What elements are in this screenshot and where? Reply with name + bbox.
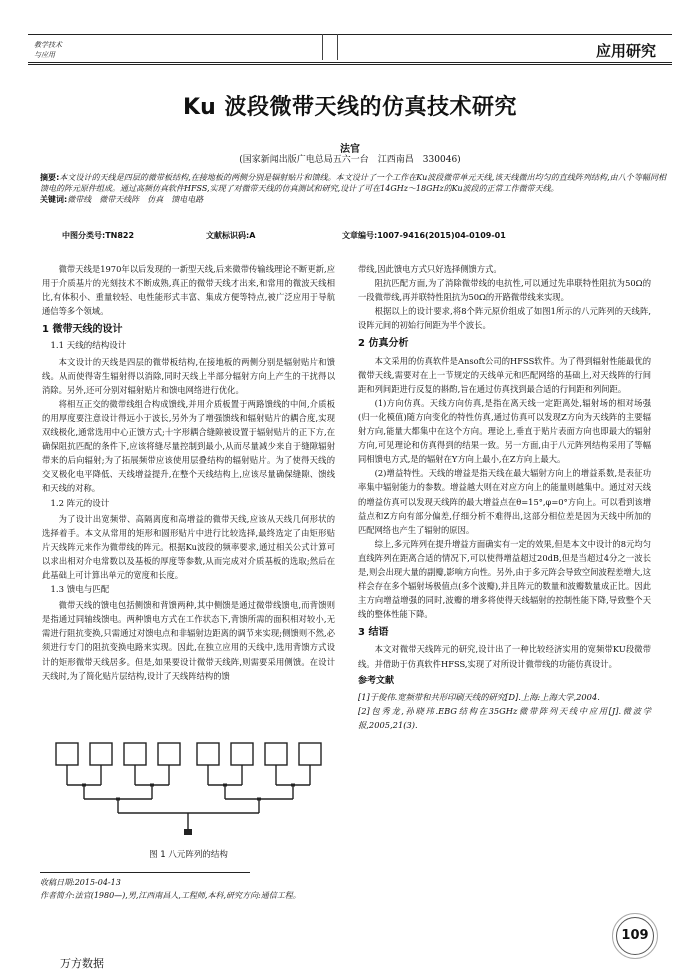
- abstract-text: 本文设计的天线是四层的微带板结构,在接地板的两侧分别是辐射贴片和馈线。本文设计了一个工作在Ku波段微带单元天线,该天线微出均匀的直线阵列结构,由八个等幅同相馈电的阵元原件组成。通过高频仿真软件HFSS,实现了对微带天线的仿真测试和研究,设计了可在14GHz～18GHz的Ku波段的正常工作微带天线。: [40, 173, 666, 193]
- affiliation: (国家新闻出版广电总局五六一台 江西南昌 330046): [239, 155, 461, 165]
- array-element: [231, 743, 253, 765]
- header-top-rule: [28, 34, 672, 35]
- feed-line: [67, 765, 310, 785]
- keywords-text: 微带线 微带天线阵 仿真 馈电电路: [67, 195, 204, 204]
- footnote-rule: [40, 872, 250, 873]
- array-element: [299, 743, 321, 765]
- document-code: 文献标识码:A: [206, 231, 256, 240]
- paragraph: (2)增益特性。天线的增益是指天线在最大辐射方向上的增益系数,是表征功率集中辐射能力的参数。增益越大则在对应方向上的能量则越集中。通过对天线的增益仿真可以发现天线阵的最大增益点在θ=15°,φ=0°方向上。可以看到该增益点和Z方向有部分偏差,仔细分析不难得出,这部分相位差是因为天线中所加的匹配网络也产生了辐射的原因。: [358, 468, 651, 535]
- abstract-label: 摘要:: [40, 173, 60, 182]
- feed-line: [82, 785, 295, 799]
- author: 法官: [340, 144, 360, 155]
- section-heading-3: 3 结语: [358, 627, 389, 639]
- paragraph: (1)方向仿真。天线方向仿真,是指在离天线一定距离处,辐射场的相对场强(归一化模值)随方向变化的特性仿真,通过仿真可以发现Z方向为天线阵的主要辐射方向,能量大都集中在这个方向。理论上,垂直于贴片表面方向也即最大的辐射方向,可见理论和仿真得到的结果一致。另一方面,由于八元阵列结构采用了等幅同相馈电方式,是的辐射在Y方向上最小,在Z方向上最大。: [358, 397, 651, 465]
- array-element: [124, 743, 146, 765]
- paragraph: 带线,因此馈电方式只好选择侧馈方式。: [358, 264, 502, 274]
- references-heading: 参考文献: [358, 675, 395, 686]
- header-ornament: [322, 34, 338, 60]
- array-element: [56, 743, 78, 765]
- clc-number: 中图分类号:TN822: [62, 231, 135, 240]
- received-date: 收稿日期:2015-04-13: [40, 878, 121, 887]
- paragraph: 本文对微带天线阵元的研究,设计出了一种比较经济实用的宽频带KU段微带线。并借助于仿真软件HFSS,实现了对所设计微带线的功能仿真设计。: [358, 644, 651, 669]
- footnote: [40, 876, 440, 902]
- reference-item: [2]包秀龙,孙晓玮.EBG结构在35GHz微带阵列天线中应用[J].微波学报,2005,21(3).: [358, 705, 651, 730]
- paragraph: 将相互正交的微带线组合构成馈线,并用介质板置于两路馈线的中间,介质板的用厚度要注意设计得远小于波长,另外为了增强馈线和辐射贴片的耦合度,实现双线极化,通常选用中心正馈方式;十字形耦合缝隙被设置于辐射贴片的正下方,在确保阻抗匹配的条件下,应该将缝尽量控制到最小,从而尽量减少来自于缝隙辐射带来的后向辐射;为了拓展频带应该使用层叠结构的辐射贴片。为了使得天线的交叉极化电平降低、天线增益提升,在整个天线结构上,应该尽量确保缝隙、馈线和天线的对称。: [42, 398, 335, 494]
- left-column: [42, 262, 335, 683]
- masthead-line1: 教学技术: [34, 41, 62, 49]
- array-element: [265, 743, 287, 765]
- feed-port: [184, 829, 192, 835]
- array-element: [158, 743, 180, 765]
- keywords-label: 关键词:: [40, 195, 68, 204]
- masthead-line2: 与应用: [34, 51, 55, 59]
- figure-caption: 图 1 八元阵列的结构: [149, 850, 228, 860]
- author-bio: 作者简介:法官(1980—),男,江西南昌人,工程师,本科,研究方向:通信工程。: [40, 891, 301, 900]
- feed-line: [84, 785, 293, 799]
- feed-line: [118, 799, 259, 813]
- paragraph: 根据以上的设计要求,将8个阵元原价组成了如图1所示的八元阵列的天线阵,设阵元间的初始行间距为半个波长。: [358, 306, 651, 331]
- paragraph: 综上,多元阵列在提升增益方面确实有一定的效果,但是本文中设计的8元均匀直线阵列在距离合适的情况下,可以使得增益超过20dB,但是当超过4分之一波长是,则会出现大量的副瓣,影响方向性。另外,由于多元阵会导致空间波程差增大,这样会存在多个辐射场极值点(多个波瓣),并且阵元的数量和波瓣数量成正比。因此主方向增益增强的同时,波瓣的增多将使得天线辐射的控制性能下降,导致整个天线的整体性能下降。: [358, 538, 651, 620]
- figure-array-structure: [42, 737, 335, 837]
- section-heading-2: 2 仿真分析: [358, 338, 409, 350]
- header-bottom-rule: [28, 62, 672, 63]
- paragraph: 本文采用的仿真软件是Ansoft公司的HFSS软件。为了得到辐射性能最优的微带天线,需要对在上一节规定的天线单元和匹配网络的基础上,对天线阵的行间距和列间距进行反复的斟酌,旨在通过仿真找到最合适的行间距和列间距。: [358, 355, 651, 394]
- reference-item: [1]于俊伟.宽频带和共形印刷天线的研究[D].上海:上海大学,2004.: [358, 691, 600, 702]
- paragraph: 为了设计出宽频带、高隔离度和高增益的微带天线,应该从天线几何形状的选择着手。本文从常用的矩形和圆形贴片中进行比较选择,最终选定了由矩形贴片天线阵元来作为微带线的阵元。根据Ku波段的频率要求,通过相关公式计算可以求出相对介电常数以及基板的厚度等参数,从而完成对介质基板的选取;然后在此基础上可计算出单元的宽度和长度。: [42, 513, 335, 580]
- paragraph: 阻抗匹配方面,为了消除微带线的电抗性,可以通过先串联特性阻抗为50Ω的一段微带线,再并联特性阻抗为50Ω的开路微带线来实现。: [358, 278, 651, 303]
- subsection-heading-1-3: 1.3 馈电与匹配: [50, 585, 110, 596]
- intro-paragraph: 微带天线是1970年以后发现的一新型天线,后来微带传输线理论不断更新,应用于介质基片的光刻技术不断成熟,真正的微带天线才出来,和常用的微波天线相比,有体积小、重量较轻、电性能形式丰富、集成方便等特点,被广泛应用于导航通信等多个领域。: [42, 264, 335, 317]
- header-bottom-rule-2: [28, 64, 672, 65]
- paragraph: 本文设计的天线是四层的微带板结构,在接地板的两侧分别是辐射贴片和馈线。从而使得寄生辐射得以消除,同时天线上半部分辐射方向上产生的干扰得以消除。另外,还可分别对辐射贴片和馈电网络进行优化。: [42, 356, 335, 395]
- array-element: [197, 743, 219, 765]
- subsection-heading-1-1: 1.1 天线的结构设计: [50, 341, 127, 352]
- section-heading-1: 1 微带天线的设计: [42, 324, 123, 336]
- subsection-heading-1-2: 1.2 阵元的设计: [50, 498, 110, 509]
- section-label: 应用研究: [595, 42, 656, 60]
- article-title: Ku 波段微带天线的仿真技术研究: [183, 95, 517, 120]
- paragraph: 微带天线的馈电包括侧馈和背馈两种,其中侧馈是通过微带线馈电,而背馈则是指通过同轴线馈电。两种馈电方式在工作状态下,背馈所需的面积相对较小,无需进行阻抗变换,只需通过对馈电点和非辐射边距离的调节来实现;侧馈则不然,必须进行专门的阻抗变换电路来实现。因此,在独立应用的天线中,选用背馈方式设计的矩形微带天线居多。但是,如果要设计微带天线阵,则需要采用侧馈。在设计天线时,为了简化贴片层结构,设计了天线阵结构的馈: [42, 600, 335, 681]
- abstract: [40, 172, 666, 205]
- array-element: [90, 743, 112, 765]
- journal-masthead: [34, 40, 62, 60]
- right-column: [358, 262, 651, 732]
- watermark: 万方数据: [60, 957, 104, 970]
- page-number: 109: [616, 917, 654, 955]
- article-number: 文章编号:1007-9416(2015)04-0109-01: [342, 231, 506, 240]
